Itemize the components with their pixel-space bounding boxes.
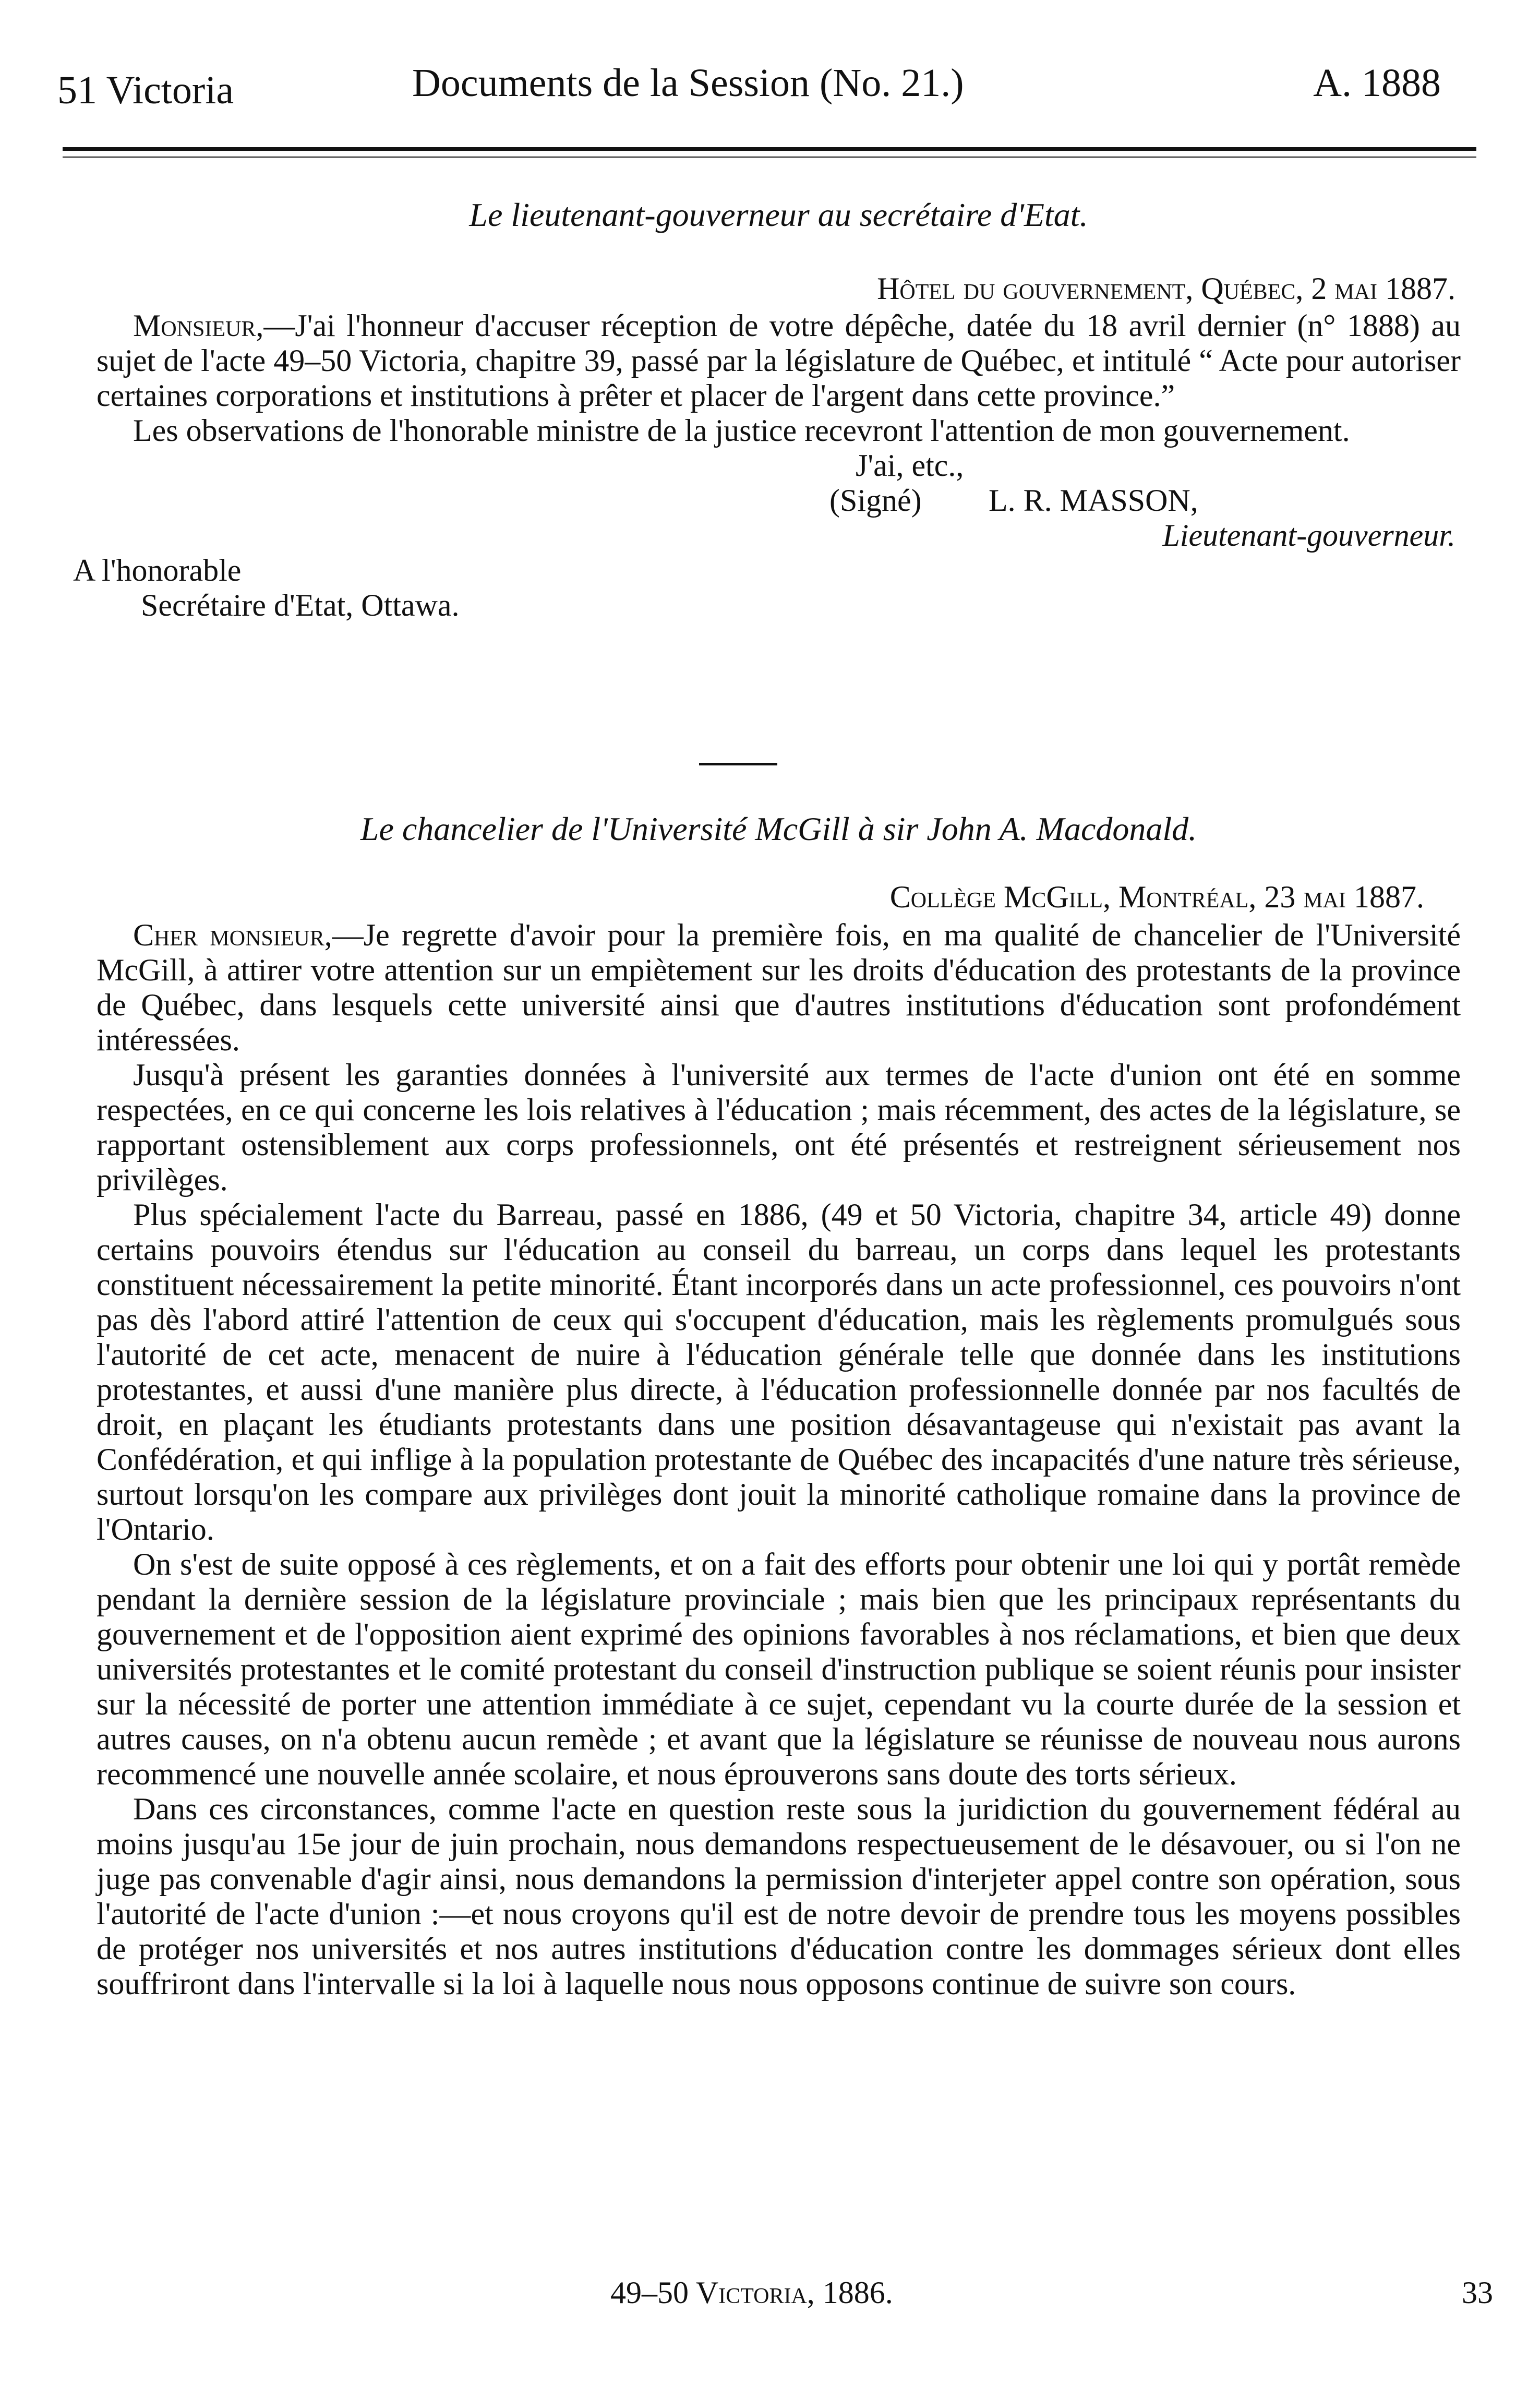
letter-1-closing-line <box>97 448 1461 483</box>
section-divider <box>699 763 777 765</box>
header-rule-thin <box>63 157 1476 158</box>
signed-label: (Signé) <box>829 483 922 518</box>
addressee-office: Secrétaire d'Etat, Ottawa. <box>141 588 460 622</box>
letter-2-paragraph-2: Jusqu'à présent les garanties données à l'université aux termes de l'acte d'union ont été en somme respectées, en ce qui concerne les lois relatives à l'éducation ; mais récemment, des actes de la législature, se rapportant ostensiblement aux corps professionnels, ont été présentés et restreignent sérieusement nos privilèges. <box>97 1058 1461 1197</box>
header-volume: 51 Victoria <box>57 68 234 112</box>
footer-act-reference: 49–50 Victoria, 1886. <box>610 2275 893 2310</box>
letter-2-paragraph-3: Plus spécialement l'acte du Barreau, passé en 1886, (49 et 50 Victoria, chapitre 34, article 49) donne certains pouvoirs étendus sur l'éducation au conseil du barreau, un corps dans lequel les protestants constituent nécessairement la petite minorité. Étant incorporés dans un acte professionnel, ces pouvoirs n'ont pas dès l'abord attiré l'attention de ceux qui s'occupent d'éducation, mais les règlements promulgués sous l'autorité de cet acte, menacent de nuire à l'éducation générale telle que donnée dans les institutions protestantes, et aussi d'une manière plus directe, à l'éducation professionnelle donnée par nos facultés de droit, en plaçant les étudiants protestants dans une position désavantageuse qui n'existait pas avant la Confédération, et qui inflige à la population protestante de Québec des incapacités d'une nature très sérieuse, surtout lorsqu'on les compare aux privilèges dont jouit la minorité catholique romaine dans la province de l'Ontario. <box>97 1197 1461 1546</box>
page-header <box>0 57 1540 112</box>
header-title: Documents de la Session (No. 21.) <box>412 61 964 105</box>
header-year: A. 1888 <box>1313 61 1441 105</box>
letter-1-signer-title-line <box>97 518 1461 553</box>
header-rule-thick <box>63 147 1476 151</box>
letter-1 <box>73 196 1461 623</box>
letter-2-paragraph-5: Dans ces circonstances, comme l'acte en question reste sous la juridiction du gouvernement fédéral au moins jusqu'au 15e jour de juin prochain, nous demandons respectueusement de le désavouer, ou si l'on ne juge pas convenable d'agir ainsi, nous demandons la permission d'interjeter appel contre son opération, sous l'autorité de l'acte d'union :—et nous croyons qu'il est de notre devoir de prendre tous les moyens possibles de protéger nos universités et nos autres institutions d'éducation contre les dommages sérieux dont elles souffriront dans l'intervalle si la loi à laquelle nous nous opposons continue de suivre son cours. <box>97 1792 1461 2001</box>
letter-2-salutation: Cher monsieur, <box>133 918 332 952</box>
addressee-salutation: A l'honorable <box>73 553 242 587</box>
addressee-line-1 <box>73 553 1461 588</box>
letter-1-signature-line <box>97 483 1461 518</box>
letter-2-paragraph-4: On s'est de suite opposé à ces règlements, et on a fait des efforts pour obtenir une loi qui y portât remède pendant la dernière session de la législature provinciale ; mais bien que les principaux représentants du gouvernement et de l'opposition aient exprimé des opinions favorables à nos réclamations, et bien que deux universités protestantes et le comité protestant du conseil d'instruction publique se soient réunis pour insister sur la nécessité de porter une attention immédiate à ce sujet, cependant vu la courte durée de la session et autres causes, on n'a obtenu aucun remède ; et avant que la législature se réunisse de nouveau nous aurons recommencé une nouvelle année scolaire, et nous éprouverons sans doute des torts sérieux. <box>97 1547 1461 1791</box>
signer-title: Lieutenant-gouverneur. <box>1162 518 1455 553</box>
page-number: 33 <box>1462 2275 1493 2310</box>
letter-2-paragraph-1-text: —Je regrette d'avoir pour la première fois, en ma qualité de chancelier de l'Université McGill, à attirer votre attention sur un empiètement sur les droits d'éducation des protestants de la province de Québec, dans lesquels cette université ainsi que d'autres institutions d'éducation sont profondément intéressées. <box>97 918 1461 1057</box>
letter-1-paragraph-2: Les observations de l'honorable ministre de la justice recevront l'attention de mon gouvernement. <box>133 413 1350 448</box>
letter-1-paragraph-1 <box>97 308 1461 413</box>
letter-2 <box>97 811 1461 2001</box>
letter-1-dateline: Hôtel du gouvernement, Québec, 2 mai 1887. <box>877 271 1455 306</box>
signer-name: L. R. MASSON, <box>989 483 1198 518</box>
letter-2-paragraph-1 <box>97 918 1461 1058</box>
letter-1-title: Le lieutenant-gouverneur au secrétaire d'Etat. <box>469 196 1088 233</box>
addressee-line-2 <box>97 588 1461 623</box>
letter-1-salutation: Monsieur, <box>133 308 264 343</box>
letter-1-paragraph-1-text: —J'ai l'honneur d'accuser réception de votre dépêche, datée du 18 avril dernier (n° 1888) au sujet de l'acte 49–50 Victoria, chapitre 39, passé par la législature de Québec, et intitulé “ Acte pour autoriser certaines corporations et institutions à prêter et placer de l'argent dans cette province.” <box>97 308 1461 413</box>
letter-1-closing: J'ai, etc., <box>856 448 964 483</box>
letter-2-dateline: Collège McGill, Montréal, 23 mai 1887. <box>889 880 1424 914</box>
letter-2-title: Le chancelier de l'Université McGill à sir John A. Macdonald. <box>360 810 1197 847</box>
